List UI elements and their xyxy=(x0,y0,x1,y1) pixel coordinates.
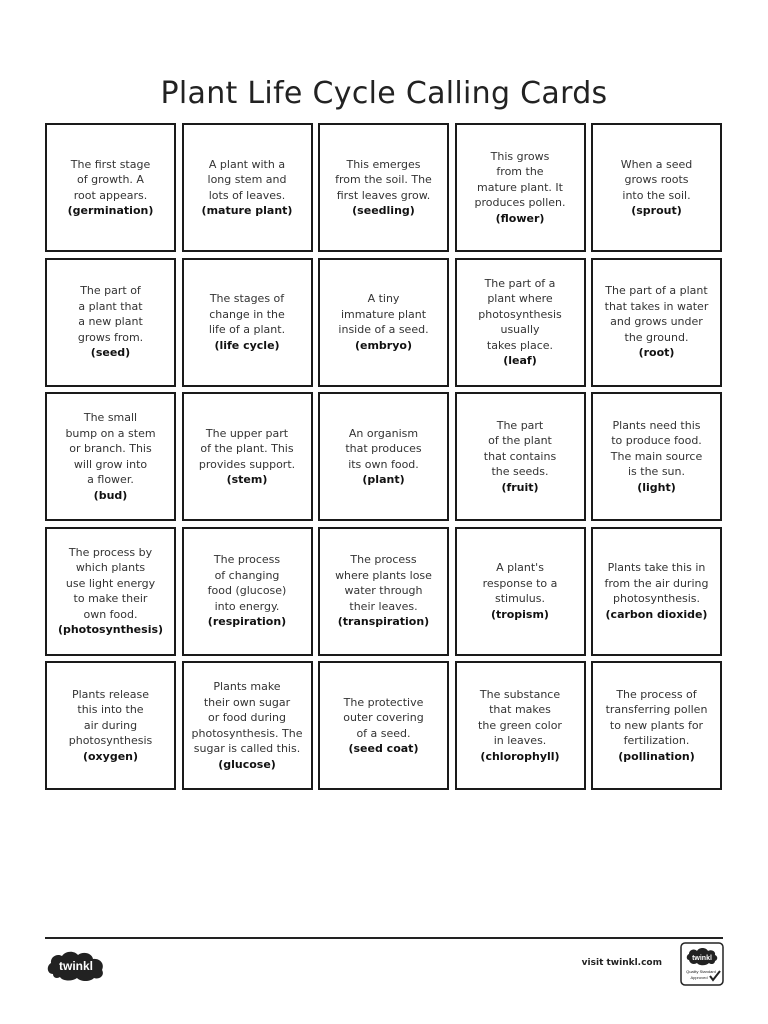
calling-cards-grid xyxy=(45,123,723,790)
card-content xyxy=(605,560,709,622)
card-answer: (sprout) xyxy=(631,204,682,217)
card-clue: The process where plants lose water through their leaves. xyxy=(335,553,432,613)
card-answer: (seed coat) xyxy=(348,742,419,755)
card-answer: (mature plant) xyxy=(201,204,293,217)
calling-card xyxy=(45,392,176,521)
card-answer: (germination) xyxy=(67,204,154,217)
card-clue: The part of the plant that contains the seeds. xyxy=(483,418,557,479)
card-content xyxy=(65,410,155,503)
card-clue: The part of a plant where photosynthesis usually takes place. xyxy=(478,276,562,352)
card-answer: (oxygen) xyxy=(82,749,139,763)
card-clue: The small bump on a stem or branch. This will grow into a flower. xyxy=(65,411,156,486)
card-content xyxy=(605,283,709,361)
calling-card xyxy=(45,661,176,790)
card-clue: This grows from the mature plant. It produces pollen. xyxy=(474,149,566,210)
card-content xyxy=(335,157,432,219)
card-content xyxy=(209,291,285,353)
card-clue: The part of a plant that takes in water and grows under the ground. xyxy=(604,284,709,344)
card-content xyxy=(335,552,432,630)
card-content xyxy=(338,291,428,353)
card-clue: The stages of change in the life of a plant. xyxy=(208,292,286,336)
card-answer: (light) xyxy=(637,480,676,494)
badge-line1: Quality Standard xyxy=(686,969,716,974)
card-content xyxy=(606,687,708,765)
calling-card xyxy=(318,392,449,521)
card-answer: (respiration) xyxy=(207,615,287,629)
card-content xyxy=(68,157,154,219)
card-answer: (root) xyxy=(638,346,675,360)
calling-card xyxy=(45,258,176,387)
card-content xyxy=(483,560,558,622)
card-clue: When a seed grows roots into the soil. xyxy=(620,157,693,202)
card-answer: (flower) xyxy=(495,211,545,225)
card-answer: (transpiration) xyxy=(337,615,430,629)
calling-card xyxy=(45,123,176,252)
card-clue: Plants take this in from the air during photosynthesis. xyxy=(604,561,709,605)
card-clue: The protective outer covering of a seed. xyxy=(343,695,424,740)
calling-card xyxy=(182,392,313,521)
card-content xyxy=(474,149,565,227)
card-content xyxy=(621,157,693,219)
card-clue: The process of transferring pollen to new plants for fertilization. xyxy=(605,687,708,748)
calling-card xyxy=(318,661,449,790)
twinkl-logo-icon[interactable] xyxy=(45,948,107,982)
card-clue: This emerges from the soil. The first leaves grow. xyxy=(335,157,432,202)
calling-card xyxy=(455,392,586,521)
card-clue: Plants need this to produce food. The main source is the sun. xyxy=(610,418,703,479)
calling-card xyxy=(318,258,449,387)
card-clue: The first stage of growth. A root appears. xyxy=(70,157,151,202)
card-clue: The process of changing food (glucose) into energy. xyxy=(207,553,287,613)
card-clue: The process by which plants use light energy to make their own food. xyxy=(65,545,156,621)
card-content xyxy=(345,426,421,488)
calling-card xyxy=(591,123,722,252)
footer-divider xyxy=(45,937,723,939)
card-content xyxy=(478,687,562,765)
card-clue: A tiny immature plant inside of a seed. xyxy=(338,292,429,336)
calling-card xyxy=(318,527,449,656)
card-answer: (seedling) xyxy=(352,204,415,217)
calling-card xyxy=(455,123,586,252)
card-answer: (fruit) xyxy=(501,480,539,494)
visit-twinkl-link[interactable]: visit twinkl.com xyxy=(581,958,662,968)
calling-card xyxy=(455,527,586,656)
page-title: Plant Life Cycle Calling Cards xyxy=(160,76,608,112)
badge-line2: Approved xyxy=(690,975,708,980)
card-content xyxy=(484,418,556,496)
calling-card xyxy=(455,661,586,790)
card-content xyxy=(58,545,163,638)
card-answer: (chlorophyll) xyxy=(480,749,560,763)
card-content xyxy=(69,687,153,765)
card-clue: A plant with a long stem and lots of leaves. xyxy=(207,157,287,202)
calling-card xyxy=(318,123,449,252)
card-clue: Plants release this into the air during photosynthesis xyxy=(68,687,153,748)
calling-card xyxy=(182,661,313,790)
card-content xyxy=(78,283,143,361)
card-clue: Plants make their own sugar or food during photosynthesis. The sugar is called this. xyxy=(191,680,303,755)
card-content xyxy=(192,679,303,772)
card-answer: (leaf) xyxy=(503,354,537,367)
card-clue: The upper part of the plant. This provides support. xyxy=(198,426,296,471)
calling-card xyxy=(182,527,313,656)
card-answer: (pollination) xyxy=(618,749,695,763)
card-content xyxy=(478,276,562,369)
card-answer: (glucose) xyxy=(218,757,276,771)
card-answer: (photosynthesis) xyxy=(57,623,164,636)
logo-text: twinkl xyxy=(58,959,94,973)
card-clue: The substance that makes the green color in leaves. xyxy=(478,687,562,748)
card-content xyxy=(208,552,287,630)
calling-card xyxy=(591,258,722,387)
calling-card xyxy=(45,527,176,656)
card-answer: (embryo) xyxy=(354,338,412,352)
card-answer: (life cycle) xyxy=(214,338,280,352)
card-answer: (seed) xyxy=(90,346,131,360)
card-content xyxy=(202,157,293,219)
card-content xyxy=(343,695,423,757)
card-answer: (plant) xyxy=(362,473,405,486)
card-answer: (tropism) xyxy=(491,607,549,621)
calling-card xyxy=(182,123,313,252)
quality-badge-icon xyxy=(680,942,724,986)
card-answer: (stem) xyxy=(226,473,268,486)
card-clue: A plant's response to a stimulus. xyxy=(482,561,558,605)
calling-card xyxy=(591,527,722,656)
card-answer: (bud) xyxy=(93,488,128,502)
card-content xyxy=(611,418,702,496)
card-clue: An organism that produces its own food. xyxy=(345,426,422,471)
calling-card xyxy=(182,258,313,387)
card-answer: (carbon dioxide) xyxy=(605,607,708,621)
card-content xyxy=(199,426,295,488)
calling-card xyxy=(591,661,722,790)
calling-card xyxy=(455,258,586,387)
calling-card xyxy=(591,392,722,521)
card-clue: The part of a plant that a new plant grows from. xyxy=(77,284,144,344)
badge-title: twinkl xyxy=(692,955,712,962)
